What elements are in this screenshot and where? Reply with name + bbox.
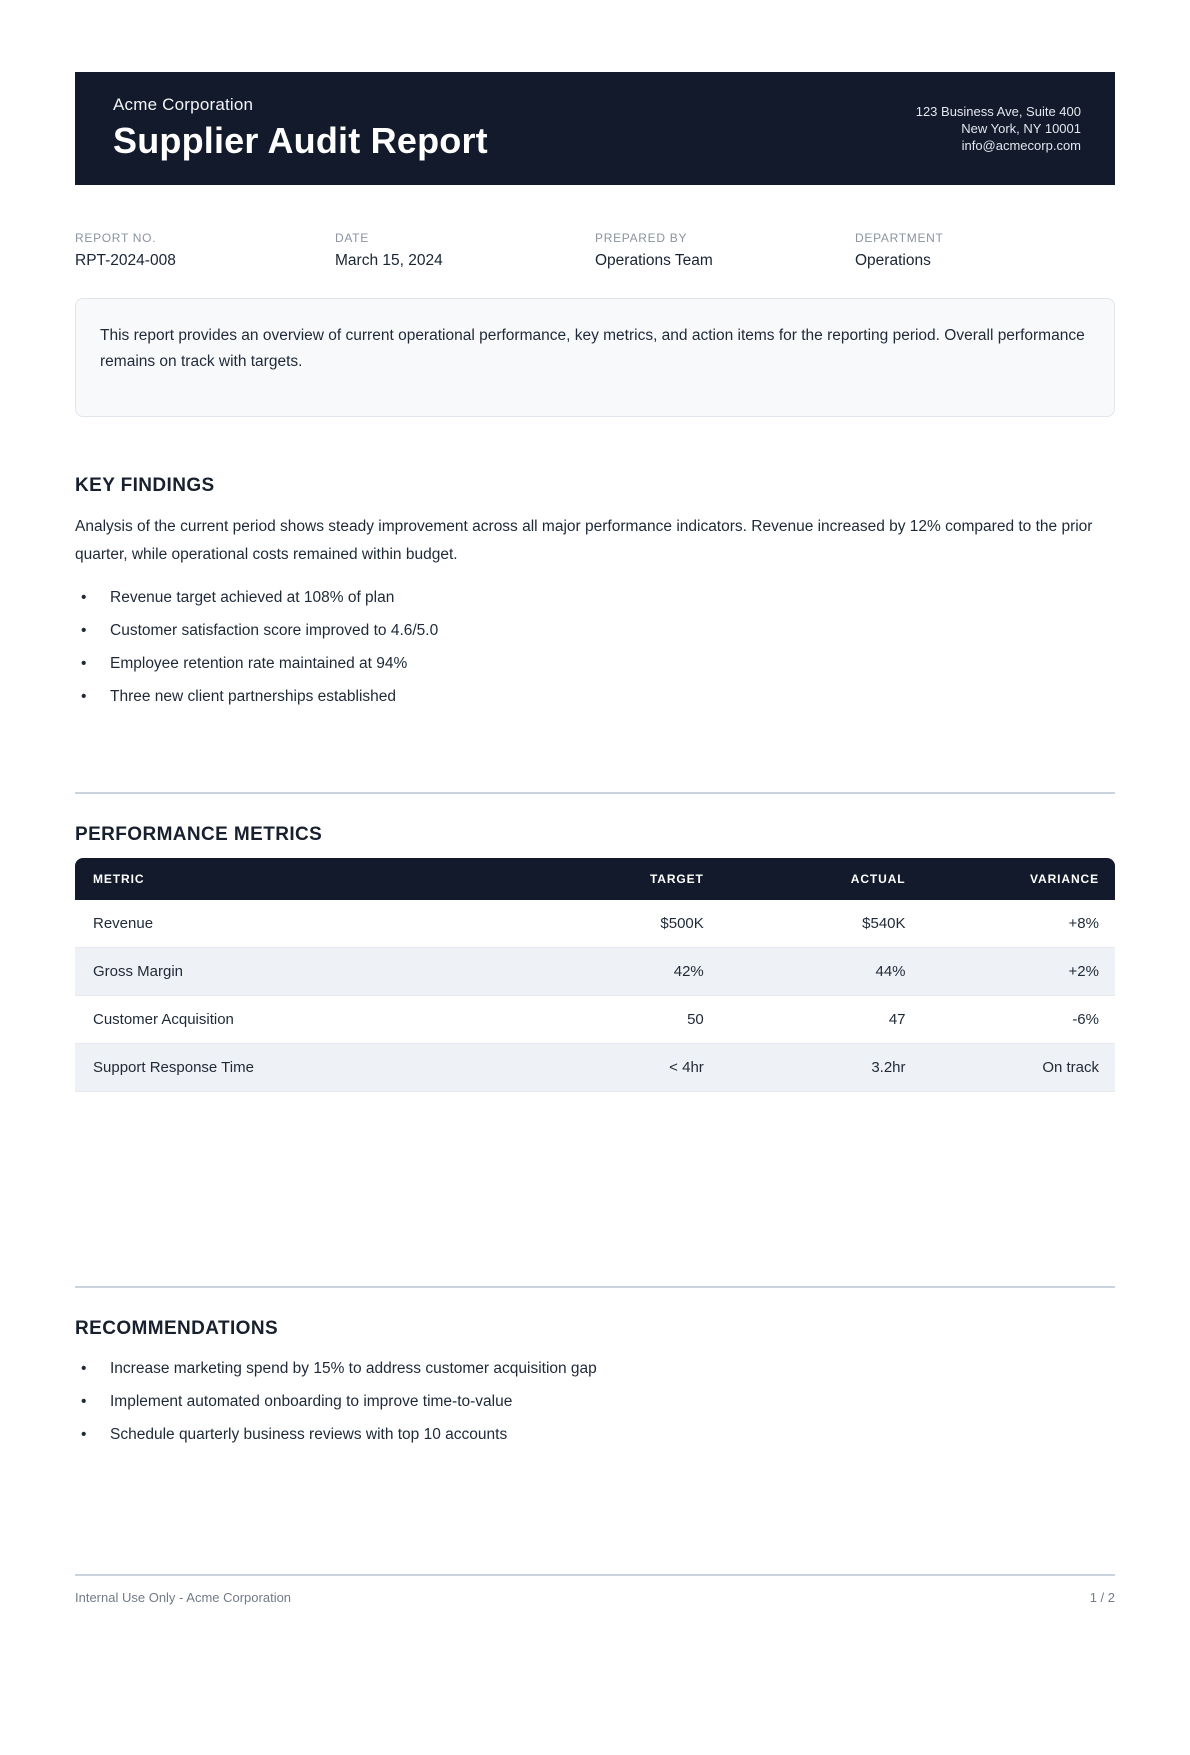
bullet-marker (81, 1424, 110, 1446)
meta-value: Operations Team (595, 252, 713, 269)
cell-actual: 3.2hr (720, 1044, 922, 1092)
report-page (0, 72, 1190, 1755)
list-item (75, 686, 1115, 708)
section-recommendations (75, 1318, 1115, 1446)
cell-target: < 4hr (522, 1044, 720, 1092)
list-item (75, 587, 1115, 609)
table-row (75, 1044, 1115, 1092)
company-address (916, 103, 1081, 154)
column-header-variance: VARIANCE (922, 858, 1115, 900)
meta-label: DATE (335, 231, 369, 245)
list-item (75, 1391, 1115, 1413)
key-findings-paragraph: Analysis of the current period shows steady improvement across all major performance indicators. Revenue increased by 12% compared to the prior quarter, while operational costs remained within budget. (75, 518, 1093, 563)
cell-variance: -6% (922, 996, 1115, 1044)
meta-label: DEPARTMENT (855, 231, 944, 245)
list-item-text: Customer satisfaction score improved to 4.6/5.0 (110, 622, 439, 639)
table-row (75, 996, 1115, 1044)
recommendations-list (75, 1358, 1115, 1446)
cell-target: 50 (522, 996, 720, 1044)
cell-metric: Gross Margin (75, 948, 522, 996)
list-item (75, 1424, 1115, 1446)
meta-value: March 15, 2024 (335, 252, 443, 269)
footer-divider (75, 1574, 1115, 1576)
metrics-table-header (75, 858, 1115, 900)
bullet-marker (81, 653, 110, 675)
summary-text: This report provides an overview of current operational performance, key metrics, and action items for the reporting period. Overall performance remains on track with targets. (100, 327, 1085, 370)
metrics-table-body (75, 900, 1115, 1092)
summary-box (75, 298, 1115, 417)
list-item-text: Revenue target achieved at 108% of plan (110, 589, 395, 606)
section-divider (75, 1286, 1115, 1288)
cell-target: 42% (522, 948, 720, 996)
meta-field-date (335, 231, 595, 270)
report-meta-row (75, 231, 1115, 270)
meta-value: Operations (855, 252, 931, 269)
list-item-text: Employee retention rate maintained at 94% (110, 655, 408, 672)
address-line-1: 123 Business Ave, Suite 400 (915, 104, 1081, 119)
footer-classification: Internal Use Only - Acme Corporation (75, 1590, 292, 1605)
page-number: 1 / 2 (1089, 1590, 1115, 1605)
company-name: Acme Corporation (113, 95, 254, 114)
cell-actual: 47 (720, 996, 922, 1044)
address-line-2: New York, NY 10001 (961, 121, 1081, 136)
bullet-marker (81, 1391, 110, 1413)
table-row (75, 900, 1115, 948)
header-left (113, 95, 488, 162)
meta-field-department (855, 231, 1115, 270)
address-email: info@acmecorp.com (961, 138, 1081, 153)
list-item (75, 653, 1115, 675)
section-performance-metrics (75, 824, 1115, 1092)
bullet-marker (81, 686, 110, 708)
bullet-marker (81, 620, 110, 642)
list-item-text: Three new client partnerships established (110, 688, 397, 705)
cell-metric: Support Response Time (75, 1044, 522, 1092)
performance-metrics-heading: PERFORMANCE METRICS (75, 824, 323, 845)
report-title: Supplier Audit Report (113, 120, 488, 161)
bullet-marker (81, 587, 110, 609)
cell-target: $500K (522, 900, 720, 948)
meta-field-report-no (75, 231, 335, 270)
list-item (75, 1358, 1115, 1380)
key-findings-heading: KEY FINDINGS (75, 475, 215, 496)
list-item-text: Implement automated onboarding to improve time-to-value (110, 1393, 513, 1410)
section-key-findings (75, 475, 1115, 708)
table-row (75, 948, 1115, 996)
cell-variance: On track (922, 1044, 1115, 1092)
report-footer (75, 1574, 1115, 1605)
recommendations-heading: RECOMMENDATIONS (75, 1318, 279, 1339)
meta-label: PREPARED BY (595, 231, 688, 245)
meta-field-prepared-by (595, 231, 855, 270)
cell-variance: +8% (922, 900, 1115, 948)
footer-row (75, 1590, 1115, 1605)
list-item-text: Schedule quarterly business reviews with top 10 accounts (110, 1426, 508, 1443)
list-item (75, 620, 1115, 642)
list-item-text: Increase marketing spend by 15% to address customer acquisition gap (110, 1360, 597, 1377)
report-header (75, 72, 1115, 185)
column-header-metric: METRIC (75, 858, 522, 900)
cell-variance: +2% (922, 948, 1115, 996)
cell-metric: Revenue (75, 900, 522, 948)
column-header-actual: ACTUAL (720, 858, 922, 900)
cell-actual: 44% (720, 948, 922, 996)
cell-metric: Customer Acquisition (75, 996, 522, 1044)
key-findings-list (75, 587, 1115, 708)
bullet-marker (81, 1358, 110, 1380)
metrics-table (75, 858, 1115, 1092)
cell-actual: $540K (720, 900, 922, 948)
section-divider (75, 792, 1115, 794)
column-header-target: TARGET (522, 858, 720, 900)
meta-value: RPT-2024-008 (75, 252, 176, 269)
table-header-row (75, 858, 1115, 900)
meta-label: REPORT NO. (75, 231, 157, 245)
